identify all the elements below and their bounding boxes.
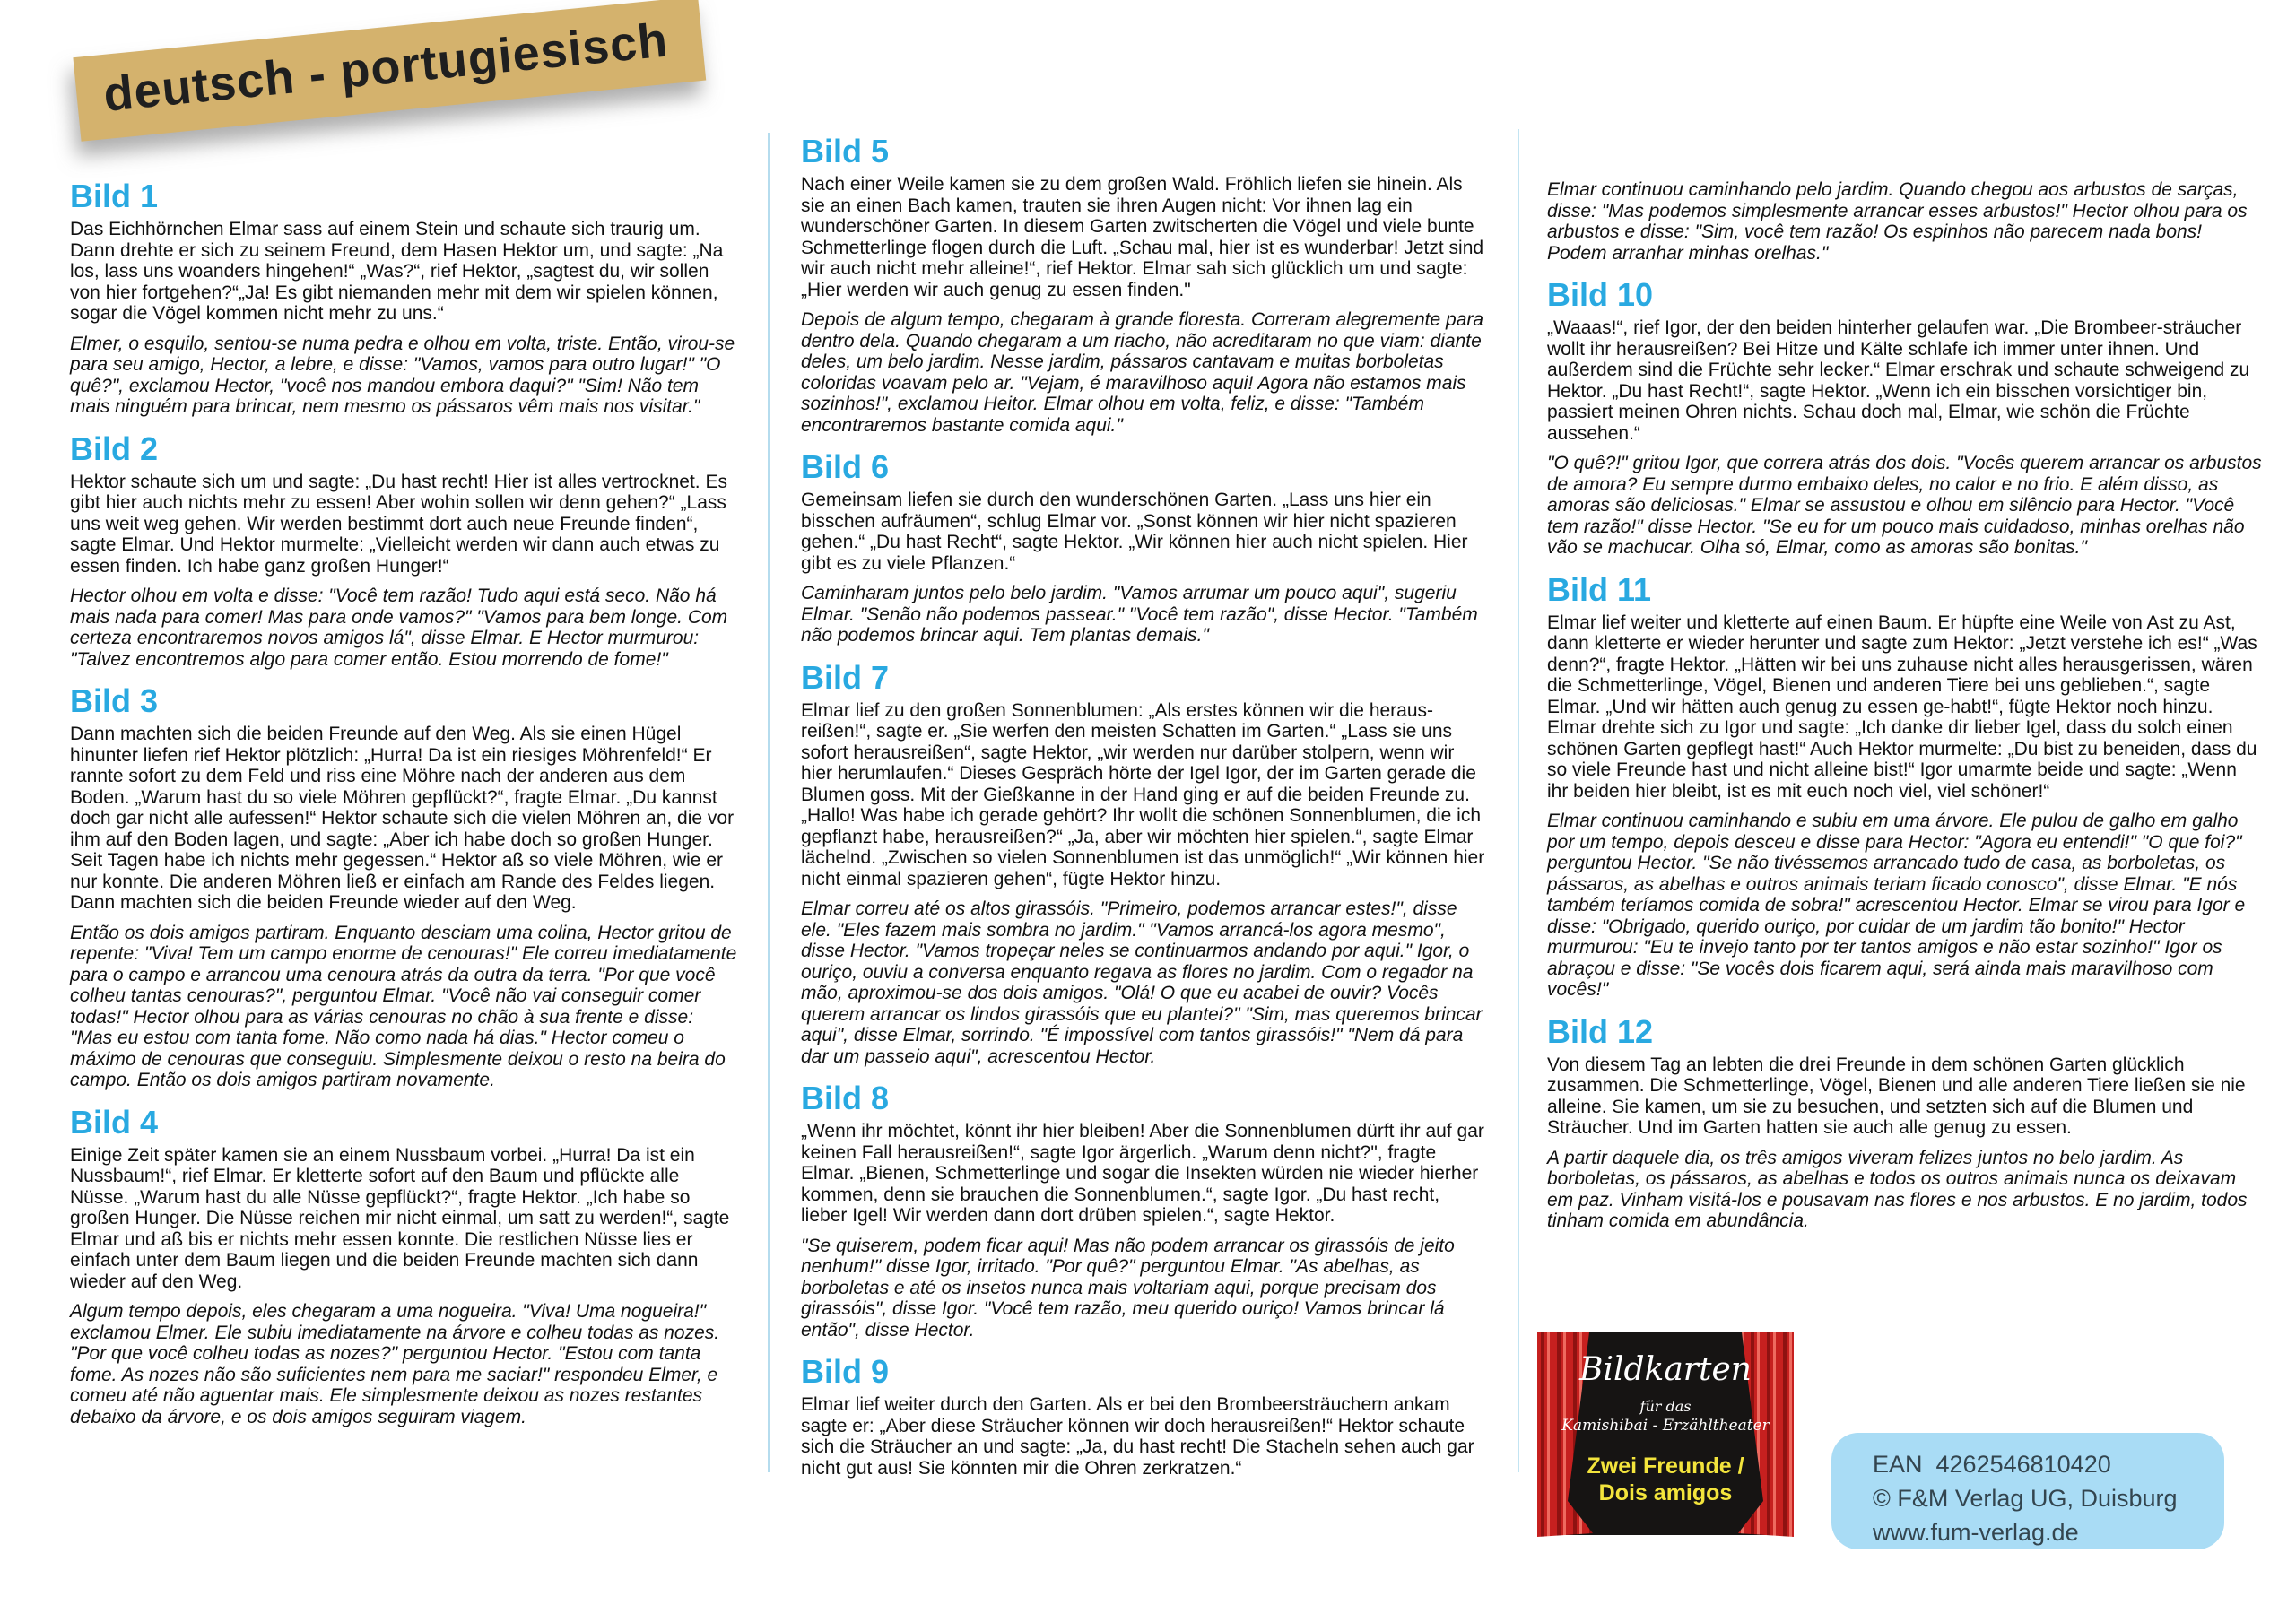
portuguese-paragraph: Hector olhou em volta e disse: "Você tem razão! Tudo aqui está seco. Não há mais nada para comer! Mas para onde vamos?" "Vamos para bem longe. Com certeza encontraremos novos amigos lá", disse Elmar. E Hector murmurou: "Talvez encontremos algo para comer então. Estou morrendo de fome!" (70, 586, 728, 670)
column-1 (70, 179, 738, 1427)
kamishibai-logo (1535, 1331, 1796, 1540)
publisher-line: © F&M Verlag UG, Duisburg (1873, 1485, 2178, 1512)
story-section (70, 1103, 738, 1428)
german-paragraph: Hektor schaute sich um und sagte: „Du hast recht! Hier ist alles vertrocknet. Es gibt hier auch nichts mehr zu essen! Aber wohin sollen wir denn gehen?“ „Lass uns weit weg gehen. Wir werden bestimmt dort auch neue Freunde finden“, sagte Elmar. Und Hektor murmelte: „Vielleicht werden wir dann auch etwas zu essen finden. Ich habe ganz großen Hunger!“ (70, 471, 727, 577)
portuguese-paragraph: Elmar continuou caminhando e subiu em uma árvore. Ele pulou de galho em galho por um tempo, depois desceu e disse para Hector: "Agora eu entendi!" "O que foi?" perguntou Hector. "Se não tivéssemos arrancado tudo de casa, as borboletas, os pássaros, as abelhas e outros animais teriam ficado conosco", disse Elmar. "E nós também teríamos comida de sobra!" acrescentou Hector. Elmar se virou para Igor e disse: "Obrigado, querido ouriço, por cuidar de um jardim tão bonito!" Hector murmurou: "Eu te invejo tanto por ter tantos amigos e não estar sozinho!" Igor os abraçou e disse: "Se vocês dois ficarem aqui, será ainda mais maravilhoso com vocês!" (1547, 811, 2246, 1000)
german-paragraph: Elmar lief zu den großen Sonnenblumen: „Als erstes können wir die heraus-reißen!“, sagte er. „Sie werfen den meisten Schatten im Garten.“ „Lass sie uns sofort herausreißen“, sagte Hektor, „wir werden nur darüber stolpern, wenn wir hier herumlaufen.“ Dieses Gespräch hörte der Igel Igor, der im Garten gerade die Blumen goss. Mit der Gießkanne in der Hand ging er auf die beiden Freunde zu. „Hallo! Was habe ich gerade gehört? Ihr wollt die schönen Sonnenblumen, die ich gepflanzt habe, herausreißen?“ „Ja, aber wir möchten hier spielen.“, sagte Elmar lächelnd. „Zwischen so vielen Sonnenblumen ist das unmöglich!“ „Wir können hier nicht einmal spazieren gehen“, fügte Hektor hinzu. (801, 699, 1485, 889)
german-paragraph: Nach einer Weile kamen sie zu dem großen Wald. Fröhlich liefen sie hinein. Als sie an einen Bach kamen, trauten sie ihren Augen nicht: Vor ihnen lag ein wunderschöner Garten. In diesem Garten zwitscherten die Vögel und viele bunte Schmetterlinge flogen durch die Luft. „Schau mal, hier ist es wunderbar! Jetzt sind wir auch nicht mehr alleine!“, rief Hektor. Elmar sah sich glücklich um und sagte: „Hier werden wir auch genug zu essen finden." (801, 174, 1484, 300)
german-paragraph: Gemeinsam liefen sie durch den wunderschönen Garten. „Lass uns hier ein bisschen aufräumen“, schlug Elmar vor. „Sonst können wir hier nicht spazieren gehen.“ „Du hast Recht“, sagte Hektor. „Wir können hier auch nicht spielen. Hier gibt es zu viele Pflanzen.“ (801, 490, 1468, 574)
column-3 (1547, 179, 2263, 1232)
section-heading: Bild 3 (70, 682, 159, 719)
story-section (1547, 179, 2263, 264)
story-section (70, 684, 738, 1091)
section-heading: Bild 1 (70, 178, 159, 214)
story-section (1547, 278, 2263, 559)
column-separator (1518, 129, 1519, 1472)
section-heading: Bild 10 (1547, 276, 1654, 313)
portuguese-paragraph: Caminharam juntos pelo belo jardim. "Vamos arrumar um pouco aqui", sugeriu Elmar. "Senão não podemos passear." "Você tem razão", disse Hector. "Também não podemos brincar aqui. Tem plantas demais." (801, 583, 1478, 646)
german-paragraph: Einige Zeit später kamen sie an einem Nussbaum vorbei. „Hurra! Da ist ein Nussbaum!“, rief Elmar. Er kletterte sofort auf den Baum und pflückte alle Nüsse. „Warum hast du alle Nüsse gepflückt?“, fragte Hektor. „Ich habe so großen Hunger. Die Nüsse reichen mir nicht einmal, um satt zu werden!“, sagte Elmar und aß bis er nichts mehr essen konnte. Die restlichen Nüsse lies er einfach unter dem Baum liegen und die beiden Freunde machten sich dann wieder auf den Weg. (70, 1144, 730, 1292)
portuguese-paragraph: Depois de algum tempo, chegaram à grande floresta. Correram alegremente para dentro dela. Quando chegaram a um riacho, não acreditaram no que viam: diante deles, um belo jardim. Nesse jardim, pássaros cantavam e muitas borboletas coloridas voavam pelo ar. "Vejam, é maravilhoso aqui! Agora não estamos mais sozinhos!", exclamou Heitor. Elmar olhou em volta, feliz, e disse: "Também encontraremos bastante comida aqui." (801, 309, 1484, 436)
german-paragraph: „Waaas!“, rief Igor, der den beiden hinterher gelaufen war. „Die Brombeer-sträucher wollt ihr herausreißen? Bei Hitze und Kälte schlafe ich immer unter ihnen. Und außerdem sind die Früchte sehr lecker.“ Elmar erschrak und schaute schweigend zu Hektor. „Du hast Recht!“, sagte Hektor. „Wenn ich ein bisschen vorsichtiger bin, passiert meinen Ohren nichts. Schau doch mal, Elmar, wie schön die Früchte aussehen.“ (1547, 317, 2250, 444)
section-heading: Bild 4 (70, 1103, 159, 1141)
logo-title-german: Zwei Freunde / (1587, 1453, 1744, 1479)
column-separator (768, 133, 770, 1472)
section-heading: Bild 8 (801, 1080, 890, 1116)
portuguese-paragraph: Algum tempo depois, eles chegaram a uma nogueira. "Viva! Uma nogueira!" exclamou Elmer. Ele subiu imediatamente na árvore e colheu todas as nozes. "Por que você colheu todas as nozes?" perguntou Hector. "Estou com tanta fome. As nozes não são suficientes nem para me saciar!" respondeu Elmer, e comeu até não aguentar mais. Ele simplesmente deixou as nozes restantes debaixo da árvore, e os dois amigos seguiram viagem. (70, 1301, 720, 1427)
logo-subtitle-1: für das (1639, 1398, 1692, 1415)
portuguese-paragraph: Elmar correu até os altos girassóis. "Primeiro, podemos arrancar estes!", disse ele. "Eles fazem mais sombra no jardim." "Vamos arrancá-los agora mesmo", disse Hector. "Vamos tropeçar neles se continuarmos andando por aqui." Igor, o ouriço, ouviu a conversa enquanto regava as flores no jardim. Com o regador na mão, aproximou-se dos dois amigos. "Olá! O que eu acabei de ouvir? Vocês querem arrancar os lindos girassóis que eu plantei?" "Sim, mas queremos brincar aqui", disse Elmar, sorrindo. "É impossível com tantos girassóis!" "Nem dá para dar um passeio aqui", acrescentou Hector. (801, 898, 1483, 1067)
ean-number: EAN 4262546810420 (1873, 1451, 2111, 1478)
column-2 (801, 134, 1487, 1488)
story-section (70, 429, 738, 671)
story-section (1547, 570, 2263, 1001)
portuguese-paragraph: Então os dois amigos partiram. Enquanto desciam uma colina, Hector gritou de repente: "Viva! Tem um campo enorme de cenouras!" Ele correu imediatamente para o campo e arrancou uma cenoura atrás da outra da terra. "Por que você colheu tantas cenouras?", perguntou Elmar. "Você não vai conseguir comer todas!" Hector olhou para as várias cenouras no chão à sua frente e disse: "Mas eu estou com tanta fome. Não como nada há dias." Hector comeu o máximo de cenouras que conseguiu. Simplesmente deixou o resto na beira do campo. Então os dois amigos partiram novamente. (70, 922, 737, 1090)
story-section (70, 179, 738, 418)
story-section (801, 658, 1487, 1068)
portuguese-paragraph: "Se quiserem, podem ficar aqui! Mas não podem arrancar os girassóis de jeito nenhum!" disse Igor, irritado. "Por quê?" perguntou Elmar. "As abelhas, as borboletas e até os insetos nunca mais voltariam aqui, porque precisam dos girassóis", disse Igor. "Você tem razão, meu querido ouriço! Vamos brincar lá então", disse Hector. (801, 1235, 1455, 1340)
story-section (1547, 1012, 2263, 1232)
logo-title-portuguese: Dois amigos (1598, 1480, 1733, 1505)
language-banner: deutsch - portugiesisch (73, 0, 706, 142)
website-line: www.fum-verlag.de (1873, 1519, 2079, 1546)
section-heading: Bild 7 (801, 658, 890, 696)
logo-subtitle-2: Kamishibai - Erzähltheater (1561, 1417, 1770, 1435)
section-heading: Bild 5 (801, 133, 890, 169)
section-heading: Bild 6 (801, 448, 890, 485)
logo-text (1535, 1331, 1796, 1540)
story-section (801, 1081, 1487, 1340)
section-heading: Bild 12 (1547, 1012, 1654, 1050)
section-heading: Bild 9 (801, 1353, 890, 1390)
german-paragraph: Das Eichhörnchen Elmar sass auf einem Stein und schaute sich traurig um. Dann drehte er sich zu seinem Freund, dem Hasen Hektor um, und sagte: „Na los, lass uns woanders hingehen!“ „Was?“, rief Hektor, „sagtest du, wir sollen von hier fortgehen?“„Ja! Es gibt niemanden mehr mit dem wir spielen können, sogar die Vögel kommen nicht mehr zu uns.“ (70, 219, 724, 324)
section-heading: Bild 11 (1547, 570, 1652, 608)
portuguese-paragraph: "O quê?!" gritou Igor, que correra atrás dos dois. "Vocês querem arrancar os arbustos de amora? Eu sempre durmo embaixo deles, no calor e no frio. E além disso, as amoras são deliciosas." Elmar se assustou e olhou em silêncio para Hector. "Você tem razão!" disse Hector. "Se eu for um pouco mais cuidadoso, minhas orelhas não vão se machucar. Olha só, Elmar, como as amoras são bonitas." (1547, 453, 2262, 558)
german-paragraph: Dann machten sich die beiden Freunde auf den Weg. Als sie einen Hügel hinunter liefen rief Hektor plötzlich: „Hurra! Da ist ein riesiges Möhrenfeld!“ Er rannte sofort zu dem Feld und riss eine Möhre nach der anderen aus dem Boden. „Warum hast du so viele Möhren gepflückt?“, fragte Elmar. „Du kannst doch gar nicht alle aufessen!“ Hektor schaute sich die vielen Möhren an, die vor ihm auf den Boden lagen, und sagte: „Aber ich habe doch so großen Hunger. Seit Tagen habe ich nichts mehr gegessen.“ Hektor aß so viele Möhren, wie er nur konnte. Die anderen Möhren ließ er einfach am Rande des Feldes liegen. Dann machten sich die beiden Freunde wieder auf den Weg. (70, 724, 735, 913)
portuguese-paragraph: A partir daquele dia, os três amigos viveram felizes juntos no belo jardim. As borboletas, os pássaros, as abelhas e todos os outros animais nunca os deixavam em paz. Vinham visitá-los e pousavam nas flores e nos arbustos. E no jardim, todos tinham comida em abundância. (1547, 1147, 2248, 1231)
portuguese-paragraph: Elmar continuou caminhando pelo jardim. Quando chegou aos arbustos de sarças, disse: "Mas podemos simplesmente arrancar esses arbustos!" Hector olhou para os arbustos e disse: "Sim, você tem razão! Os espinhos não parecem nada bons! Podem arranhar minhas orelhas." (1547, 179, 2248, 264)
german-paragraph: „Wenn ihr möchtet, könnt ihr hier bleiben! Aber die Sonnenblumen dürft ihr auf gar keinen Fall herausreißen!“, sagte Igor ärgerlich. „Warum denn nicht?", fragte Elmar. „Bienen, Schmetterlinge und sogar die Insekten würden nie wieder hierher kommen, denn sie brauchen die Sonnenblumen.“, sagte Igor. „Du hast recht, lieber Igel! Wir werden dann dort drüben spielen.“, sagte Hektor. (801, 1121, 1484, 1226)
story-section (801, 1355, 1487, 1479)
section-heading: Bild 2 (70, 429, 159, 467)
ean-box (1831, 1433, 2224, 1549)
logo-title: Bildkarten (1579, 1351, 1752, 1388)
story-section (801, 134, 1487, 436)
story-section (801, 450, 1487, 646)
german-paragraph: Elmar lief weiter und kletterte auf einen Baum. Er hüpfte eine Weile von Ast zu Ast, dann kletterte er wieder herunter und sagte zum Hektor: „Jetzt verstehe ich es!“ „Was denn?“, fragte Hektor. „Hätten wir bei uns zuhause nicht alles herausgerissen, wären die Schmetterlinge, Vögel, Bienen und anderen Tiere bei uns geblieben.“, sagte Elmar. „Und wir hätten auch genug zu essen ge-habt!“, fügte Hektor noch hinzu. Elmar drehte sich zu Igor und sagte: „Ich danke dir lieber Igel, dass du solch einen schönen Garten gepflegt hast!“ Auch Hektor murmelte: „Du bist zu beneiden, dass du so viele Freunde hast und nicht alleine bist!“ Igor umarmte beide und sagte: „Wenn ihr beiden hier bleibt, ist es mit euch noch viel, viel schöner!“ (1547, 612, 2257, 802)
portuguese-paragraph: Elmer, o esquilo, sentou-se numa pedra e olhou em volta, triste. Então, virou-se para seu amigo, Hector, a lebre, e disse: "Vamos, vamos para outro lugar!" "O quê?", exclamou Hector, "você nos mandou embora daqui?" "Sim! Não tem mais ninguém para brincar, nem mesmo os pássaros vêm mais nos visitar." (70, 333, 735, 417)
german-paragraph: Von diesem Tag an lebten die drei Freunde in dem schönen Garten glücklich zusammen. Die Schmetterlinge, Vögel, Bienen und alle anderen Tiere ließen sie nie alleine. Sie kamen, um sie zu besuchen, und setzten sich auf die Blumen und Sträucher. Und im Garten hatten sie auch alle genug zu essen. (1547, 1054, 2246, 1138)
german-paragraph: Elmar lief weiter durch den Garten. Als er bei den Brombeersträuchern ankam sagte er: „Aber diese Sträucher können wir doch herausreißen!“ Hektor schaute sich die Sträucher an und sagte: „Ja, du hast recht! Die Stacheln sehen auch gar nicht gut aus! Sie könnten mir die Ohren zerkratzen.“ (801, 1394, 1474, 1479)
